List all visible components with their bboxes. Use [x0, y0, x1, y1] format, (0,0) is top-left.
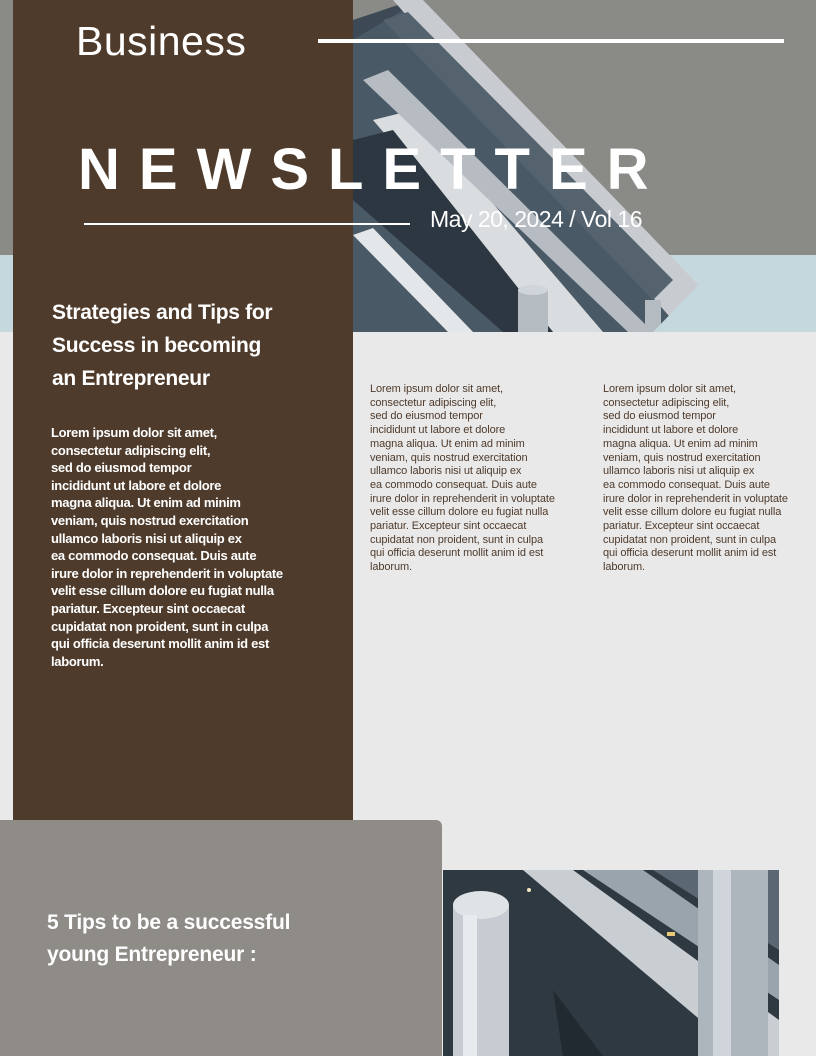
left-article-body: Lorem ipsum dolor sit amet, consectetur adipiscing elit, sed do eiusmod tempor incididunt ut labore et dolore magna aliqua. Ut enim ad minim veniam, quis nostrud exercitation ullamco laboris nisi ut aliquip ex ea commodo consequat. Duis aute irure dolor in reprehenderit in voluptate velit esse cillum dolore eu fugiat nulla pariatur. Excepteur sint occaecat cupidatat non proident, sunt in culpa qui officia deserunt mollit anim id est laborum. — [51, 425, 283, 669]
masthead-rule-top — [318, 39, 784, 43]
brown-sidebar — [13, 0, 353, 820]
body-column-1: Lorem ipsum dolor sit amet, consectetur adipiscing elit, sed do eiusmod tempor incididunt ut labore et dolore magna aliqua. Ut enim ad minim veniam, quis nostrud exercitation ullamco laboris nisi ut aliquip ex ea commodo consequat. Duis aute irure dolor in reprehenderit in voluptate velit esse cillum dolore eu fugiat nulla pariatur. Excepteur sint occaecat cupidatat non proident, sunt in culpa qui officia deserunt mollit anim id est laborum. — [370, 383, 555, 574]
tips-heading: 5 Tips to be a successful young Entrepreneur : — [47, 911, 291, 966]
masthead-rule-bottom — [84, 223, 410, 225]
building-photo-bottom — [443, 870, 779, 1056]
masthead-business: Business — [76, 18, 247, 64]
left-article-heading: Strategies and Tips for Success in becoming an Entrepreneur — [52, 301, 273, 390]
issue-date: May 20, 2024 / Vol 16 — [430, 206, 642, 232]
masthead-newsletter: NEWSLETTER — [78, 137, 668, 202]
body-column-2: Lorem ipsum dolor sit amet, consectetur adipiscing elit, sed do eiusmod tempor incididunt ut labore et dolore magna aliqua. Ut enim ad minim veniam, quis nostrud exercitation ullamco laboris nisi ut aliquip ex ea commodo consequat. Duis aute irure dolor in reprehenderit in voluptate velit esse cillum dolore eu fugiat nulla pariatur. Excepteur sint occaecat cupidatat non proident, sunt in culpa qui officia deserunt mollit anim id est laborum. — [603, 383, 788, 574]
